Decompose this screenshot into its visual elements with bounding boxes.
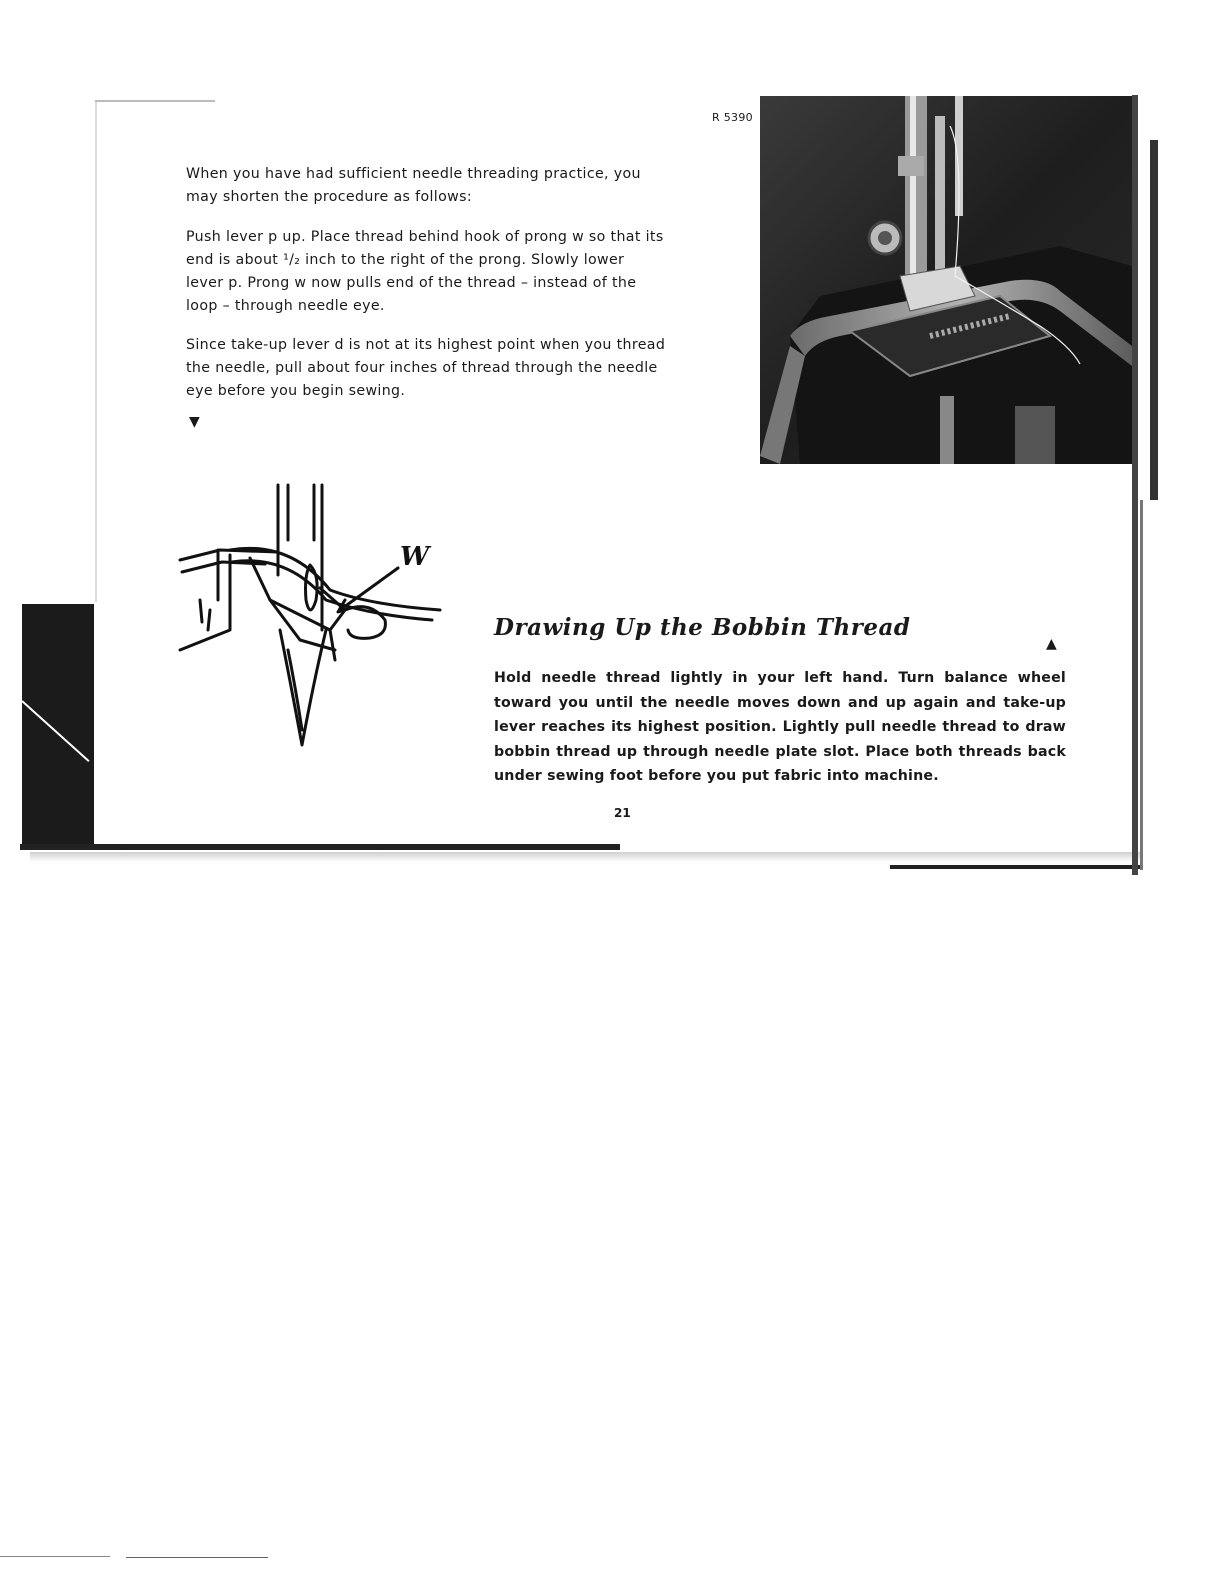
scan-edge-right-outer xyxy=(1150,140,1158,500)
scan-edge-right xyxy=(1132,95,1138,875)
prong-label-w: W xyxy=(400,542,430,572)
intro-paragraph-1: When you have had sufficient needle threading practice, you may shorten the procedure as follows: xyxy=(186,166,641,205)
intro-paragraph-2: Push lever p up. Place thread behind hook of prong w so that its end is about ¹/₂ inch to the right of the prong. Slowly lower lever p. Prong w now pulls end of the thread – instead of the loop – through needle eye. xyxy=(186,229,664,314)
scan-shadow-bottom-soft xyxy=(30,852,1140,862)
up-arrow-icon: ▲ xyxy=(1046,636,1057,652)
scan-edge-right-lower xyxy=(1140,500,1143,870)
scan-shadow-bottom xyxy=(20,844,620,850)
figure-code: R 5390 xyxy=(712,111,753,124)
needle-prong-diagram xyxy=(170,480,450,750)
scan-edge-top xyxy=(95,100,215,102)
page-number: 21 xyxy=(614,806,631,820)
section-paragraph: Hold needle thread lightly in your left hand. Turn balance wheel toward you until the needle moves down and up again and take-up lever reaches its highest position. Lightly pull needle thread to draw bobbin thread up through needle plate slot. Place both threads back under sewing foot before you put fabric into machine. xyxy=(494,670,1066,784)
scan-shadow-bottom-right xyxy=(890,865,1140,869)
scan-shadow-left xyxy=(22,604,94,850)
scan-edge-left xyxy=(95,102,97,602)
down-arrow-icon: ▼ xyxy=(189,414,200,430)
footer-rule xyxy=(0,1556,110,1557)
section-heading: Drawing Up the Bobbin Thread xyxy=(494,614,911,641)
footer-link-rule xyxy=(126,1557,268,1558)
sewing-machine-photo xyxy=(760,96,1132,464)
intro-paragraph-3: Since take-up lever d is not at its highest point when you thread the needle, pull about four inches of thread through the needle eye before you begin sewing. xyxy=(186,337,666,399)
